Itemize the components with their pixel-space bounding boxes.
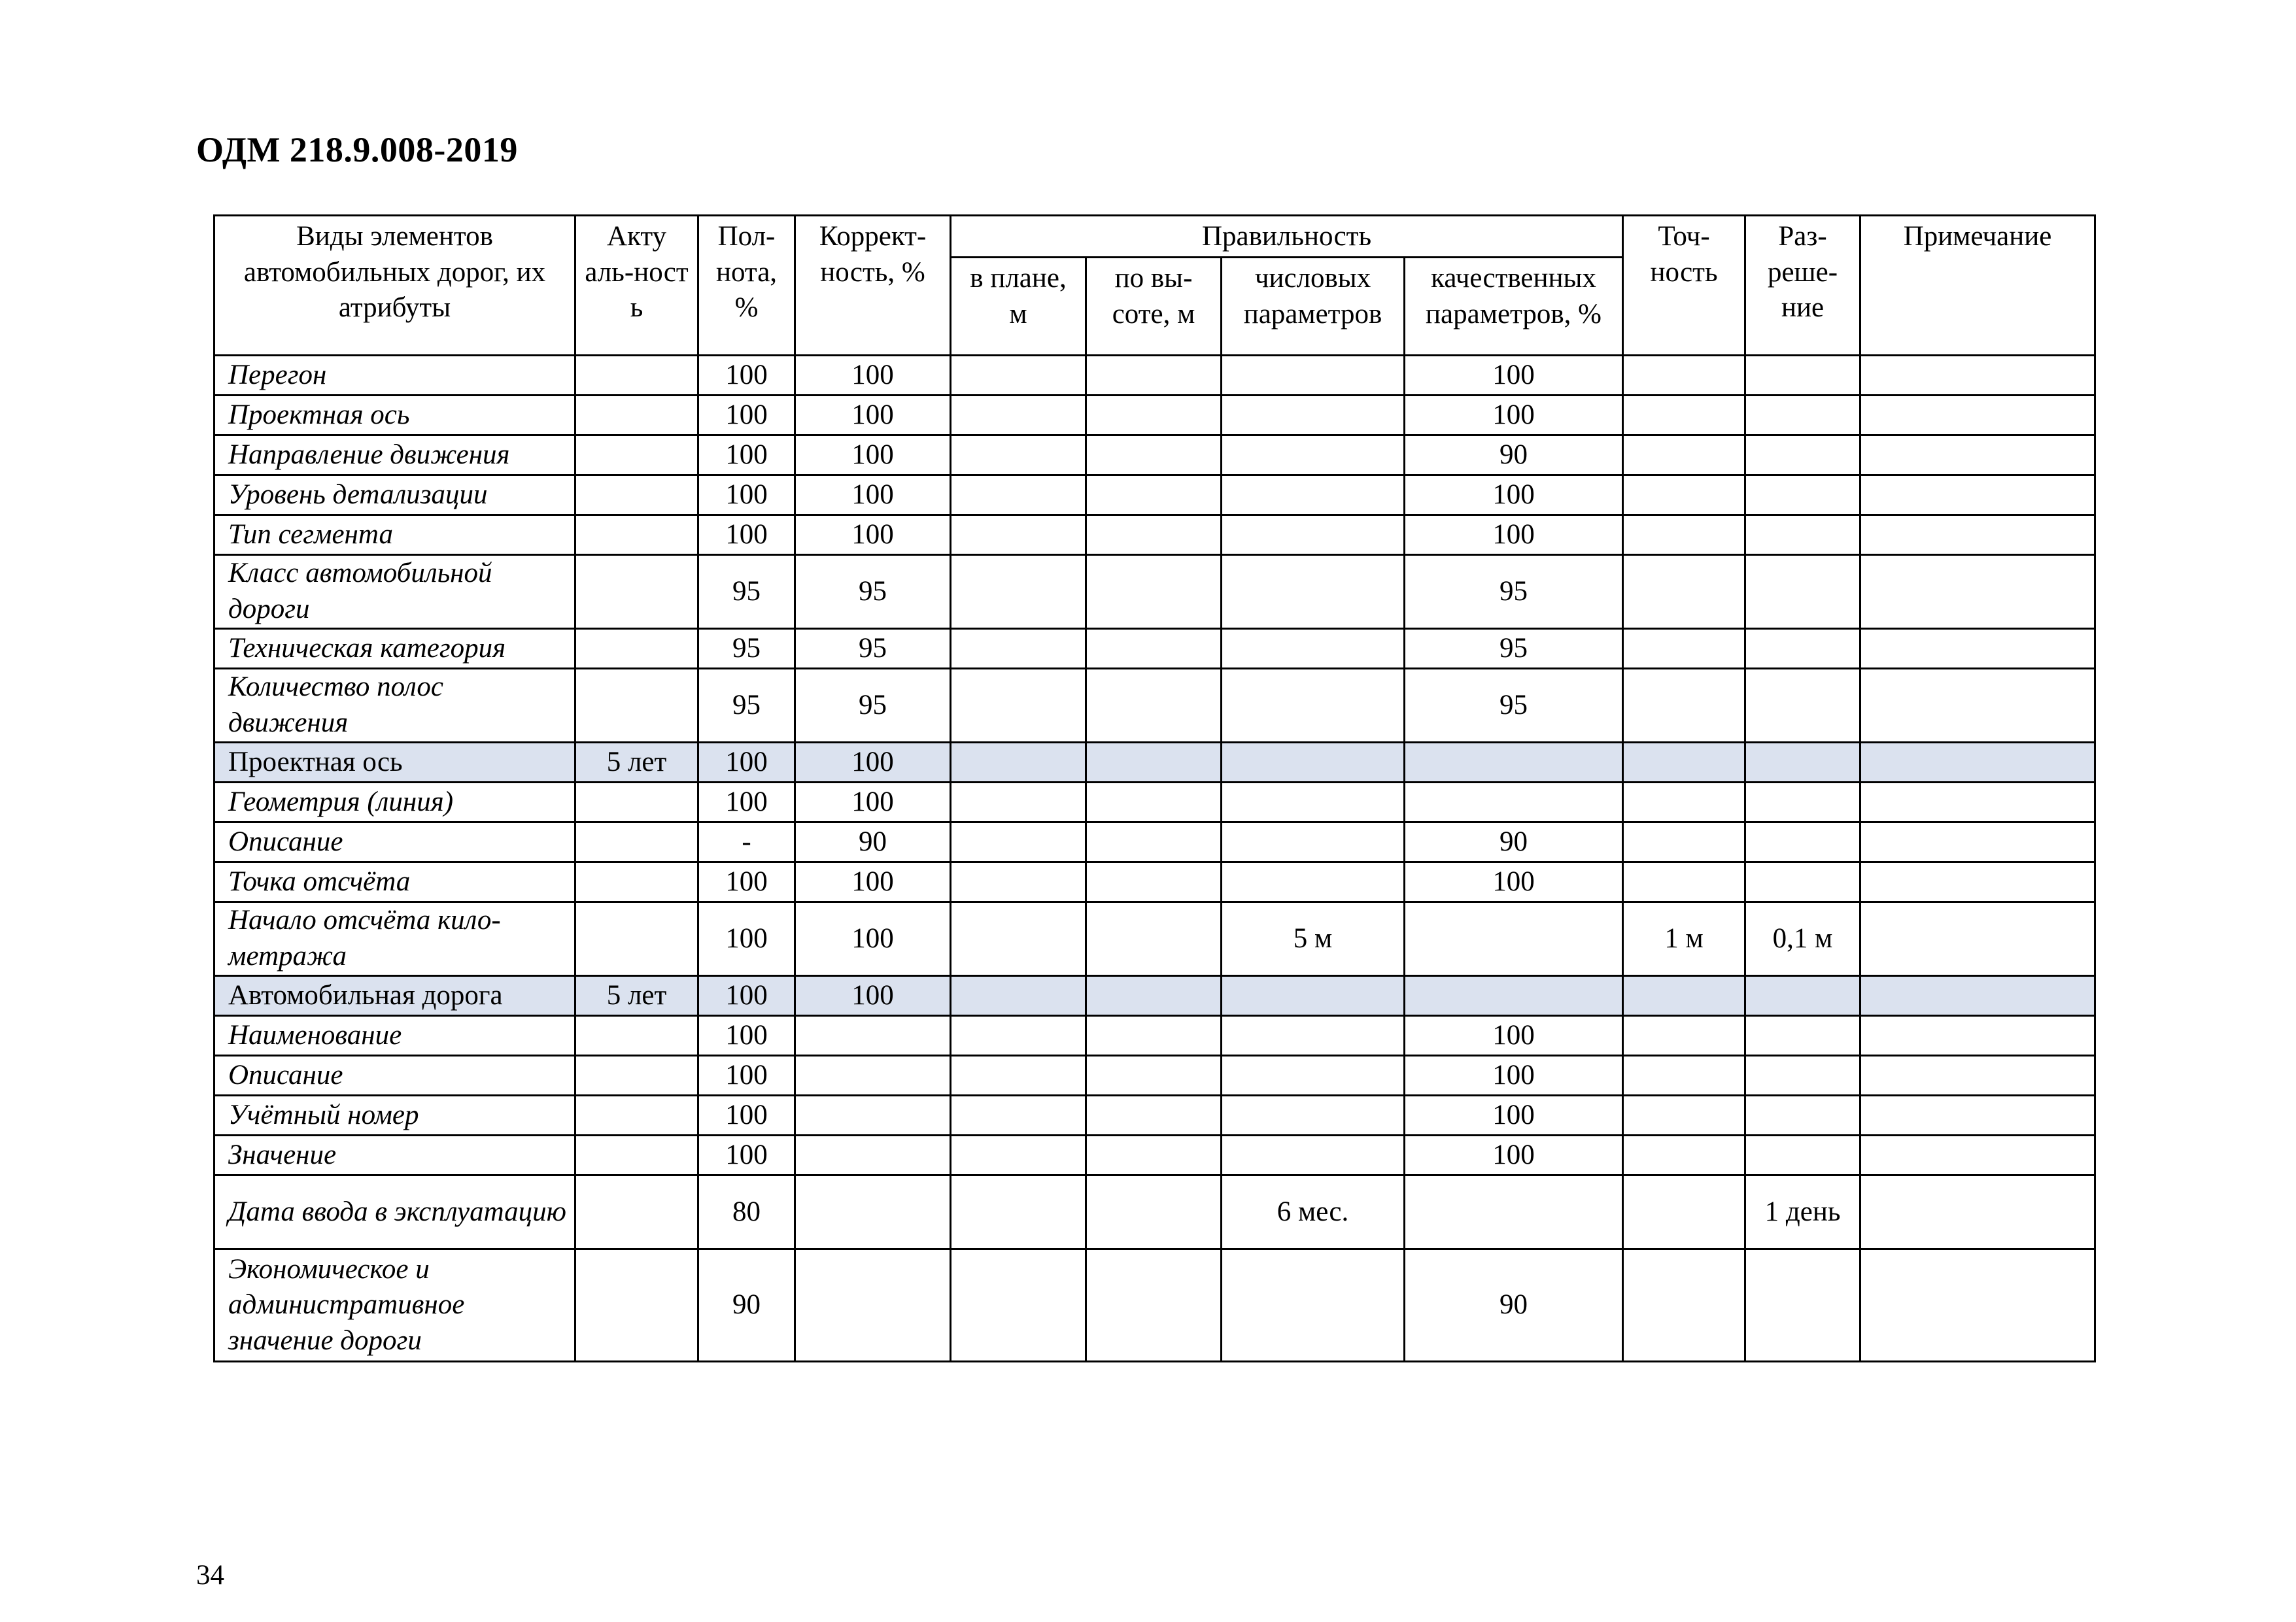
accuracy-cell (1623, 1249, 1745, 1362)
numeric-params-cell (1222, 862, 1405, 902)
quality-params-cell: 100 (1405, 515, 1623, 555)
accuracy-cell (1623, 356, 1745, 396)
in-plan-cell (951, 1249, 1086, 1362)
in-height-cell (1086, 1249, 1222, 1362)
element-name-cell: Класс автомобильной дороги (214, 555, 575, 629)
element-name-cell: Направление движения (214, 435, 575, 475)
header-validity (951, 216, 1623, 258)
table-row (214, 1175, 2095, 1249)
quality-params-cell (1405, 1175, 1623, 1249)
in-height-cell (1086, 862, 1222, 902)
resolution-cell (1745, 629, 1860, 669)
actuality-cell (575, 356, 698, 396)
resolution-cell (1745, 783, 1860, 822)
correctness-cell: 100 (795, 976, 951, 1016)
header-in-plan-text: в плане, м (970, 263, 1067, 329)
accuracy-cell (1623, 743, 1745, 783)
note-cell (1860, 435, 2095, 475)
numeric-params-cell (1222, 1136, 1405, 1175)
numeric-params-cell (1222, 669, 1405, 743)
in-height-cell (1086, 976, 1222, 1016)
actuality-cell (575, 1096, 698, 1136)
table-row (214, 1016, 2095, 1056)
actuality-cell (575, 515, 698, 555)
numeric-params-cell (1222, 555, 1405, 629)
actuality-cell (575, 1016, 698, 1056)
in-height-cell (1086, 435, 1222, 475)
completeness-cell: 100 (698, 1136, 795, 1175)
header-quality-params-text: качественных параметров, % (1426, 263, 1602, 329)
numeric-params-cell (1222, 1056, 1405, 1096)
table-row (214, 783, 2095, 822)
table-group-row (214, 976, 2095, 1016)
completeness-cell: 95 (698, 669, 795, 743)
quality-params-cell: 95 (1405, 555, 1623, 629)
correctness-cell: 100 (795, 743, 951, 783)
actuality-cell (575, 669, 698, 743)
note-cell (1860, 356, 2095, 396)
resolution-cell (1745, 555, 1860, 629)
element-name-cell: Описание (214, 1056, 575, 1096)
in-plan-cell (951, 1016, 1086, 1056)
resolution-cell (1745, 396, 1860, 435)
resolution-cell (1745, 822, 1860, 862)
correctness-cell (795, 1249, 951, 1362)
correctness-cell (795, 1056, 951, 1096)
actuality-cell (575, 396, 698, 435)
accuracy-cell (1623, 435, 1745, 475)
header-actuality-text: Акту аль-ност ь (585, 221, 689, 324)
accuracy-cell: 1 м (1623, 902, 1745, 976)
header-element-text: Виды элементов автомобильных дорог, их атрибуты (243, 221, 546, 324)
numeric-params-cell (1222, 743, 1405, 783)
quality-params-cell (1405, 976, 1623, 1016)
resolution-cell (1745, 1096, 1860, 1136)
completeness-cell: 100 (698, 743, 795, 783)
quality-params-cell: 100 (1405, 1016, 1623, 1056)
numeric-params-cell (1222, 976, 1405, 1016)
resolution-cell (1745, 475, 1860, 515)
accuracy-cell (1623, 1016, 1745, 1056)
numeric-params-cell (1222, 629, 1405, 669)
in-height-cell (1086, 1016, 1222, 1056)
in-plan-cell (951, 515, 1086, 555)
actuality-cell (575, 902, 698, 976)
header-resolution-text: Раз-реше-ние (1767, 221, 1838, 324)
completeness-cell: 100 (698, 435, 795, 475)
header-accuracy-text: Точ-ность (1650, 221, 1718, 288)
completeness-cell: 95 (698, 629, 795, 669)
in-height-cell (1086, 743, 1222, 783)
note-cell (1860, 669, 2095, 743)
resolution-cell (1745, 515, 1860, 555)
quality-params-cell: 90 (1405, 822, 1623, 862)
element-name-cell: Точка отсчёта (214, 862, 575, 902)
completeness-cell: 100 (698, 783, 795, 822)
header-numeric-params-text: числовых параметров (1243, 263, 1382, 329)
quality-params-cell (1405, 743, 1623, 783)
actuality-cell (575, 862, 698, 902)
table-row (214, 475, 2095, 515)
correctness-cell: 100 (795, 475, 951, 515)
accuracy-cell (1623, 396, 1745, 435)
actuality-cell: 5 лет (575, 976, 698, 1016)
table-row (214, 629, 2095, 669)
header-note-text: Примечание (1903, 221, 2052, 252)
note-cell (1860, 1056, 2095, 1096)
note-cell (1860, 976, 2095, 1016)
accuracy-cell (1623, 783, 1745, 822)
correctness-cell (795, 1136, 951, 1175)
quality-params-cell: 90 (1405, 1249, 1623, 1362)
table-row (214, 822, 2095, 862)
note-cell (1860, 783, 2095, 822)
accuracy-cell (1623, 475, 1745, 515)
resolution-cell (1745, 669, 1860, 743)
table-row (214, 1056, 2095, 1096)
actuality-cell (575, 435, 698, 475)
accuracy-cell (1623, 669, 1745, 743)
in-plan-cell (951, 475, 1086, 515)
numeric-params-cell (1222, 1016, 1405, 1056)
accuracy-cell (1623, 1096, 1745, 1136)
resolution-cell: 0,1 м (1745, 902, 1860, 976)
note-cell (1860, 515, 2095, 555)
completeness-cell: 90 (698, 1249, 795, 1362)
note-cell (1860, 629, 2095, 669)
in-plan-cell (951, 862, 1086, 902)
completeness-cell: 100 (698, 396, 795, 435)
in-plan-cell (951, 822, 1086, 862)
actuality-cell (575, 1056, 698, 1096)
in-plan-cell (951, 356, 1086, 396)
accuracy-cell (1623, 862, 1745, 902)
correctness-cell: 95 (795, 669, 951, 743)
header-actuality (575, 216, 698, 356)
resolution-cell: 1 день (1745, 1175, 1860, 1249)
completeness-cell: 100 (698, 976, 795, 1016)
header-in-height-text: по вы-соте, м (1112, 263, 1195, 329)
in-height-cell (1086, 1136, 1222, 1175)
numeric-params-cell (1222, 515, 1405, 555)
note-cell (1860, 1136, 2095, 1175)
correctness-cell (795, 1096, 951, 1136)
table-row (214, 356, 2095, 396)
header-element (214, 216, 575, 356)
in-height-cell (1086, 1056, 1222, 1096)
element-name-cell: Техническая категория (214, 629, 575, 669)
in-plan-cell (951, 1096, 1086, 1136)
note-cell (1860, 1016, 2095, 1056)
in-height-cell (1086, 356, 1222, 396)
note-cell (1860, 822, 2095, 862)
actuality-cell (575, 475, 698, 515)
correctness-cell: 100 (795, 862, 951, 902)
in-plan-cell (951, 1056, 1086, 1096)
header-in-height (1086, 258, 1222, 356)
quality-params-cell: 100 (1405, 356, 1623, 396)
in-plan-cell (951, 783, 1086, 822)
in-plan-cell (951, 902, 1086, 976)
note-cell (1860, 902, 2095, 976)
accuracy-cell (1623, 1136, 1745, 1175)
header-completeness (698, 216, 795, 356)
resolution-cell (1745, 1249, 1860, 1362)
correctness-cell: 100 (795, 515, 951, 555)
numeric-params-cell: 5 м (1222, 902, 1405, 976)
resolution-cell (1745, 1016, 1860, 1056)
resolution-cell (1745, 435, 1860, 475)
in-height-cell (1086, 669, 1222, 743)
header-quality-params (1405, 258, 1623, 356)
table-row (214, 1249, 2095, 1362)
quality-params-cell: 100 (1405, 396, 1623, 435)
numeric-params-cell (1222, 783, 1405, 822)
resolution-cell (1745, 356, 1860, 396)
element-name-cell: Количество полос движения (214, 669, 575, 743)
completeness-cell: 80 (698, 1175, 795, 1249)
quality-params-cell: 95 (1405, 669, 1623, 743)
table-row (214, 862, 2095, 902)
element-name-cell: Наименование (214, 1016, 575, 1056)
table-row (214, 435, 2095, 475)
correctness-cell: 95 (795, 629, 951, 669)
quality-params-cell: 100 (1405, 475, 1623, 515)
numeric-params-cell (1222, 822, 1405, 862)
table-group-row (214, 743, 2095, 783)
resolution-cell (1745, 1136, 1860, 1175)
accuracy-cell (1623, 555, 1745, 629)
numeric-params-cell (1222, 396, 1405, 435)
accuracy-cell (1623, 629, 1745, 669)
header-resolution (1745, 216, 1860, 356)
quality-params-cell: 100 (1405, 862, 1623, 902)
element-name-cell: Учётный номер (214, 1096, 575, 1136)
actuality-cell (575, 555, 698, 629)
table-row (214, 669, 2095, 743)
in-plan-cell (951, 743, 1086, 783)
accuracy-cell (1623, 976, 1745, 1016)
correctness-cell (795, 1016, 951, 1056)
numeric-params-cell (1222, 1096, 1405, 1136)
correctness-cell: 90 (795, 822, 951, 862)
numeric-params-cell: 6 мес. (1222, 1175, 1405, 1249)
element-name-cell: Автомобильная дорога (214, 976, 575, 1016)
completeness-cell: 100 (698, 475, 795, 515)
actuality-cell (575, 629, 698, 669)
correctness-cell (795, 1175, 951, 1249)
numeric-params-cell (1222, 1249, 1405, 1362)
header-correctness (795, 216, 951, 356)
correctness-cell: 100 (795, 435, 951, 475)
note-cell (1860, 1096, 2095, 1136)
element-name-cell: Уровень детализации (214, 475, 575, 515)
header-correctness-text: Коррект-ность, % (819, 221, 927, 288)
element-name-cell: Проектная ось (214, 743, 575, 783)
table-row (214, 555, 2095, 629)
header-completeness-text: Пол-нота, % (715, 221, 778, 324)
completeness-cell: 100 (698, 1016, 795, 1056)
requirements-table (213, 214, 2096, 1362)
note-cell (1860, 862, 2095, 902)
note-cell (1860, 1175, 2095, 1249)
numeric-params-cell (1222, 475, 1405, 515)
resolution-cell (1745, 976, 1860, 1016)
in-plan-cell (951, 976, 1086, 1016)
accuracy-cell (1623, 1175, 1745, 1249)
correctness-cell: 100 (795, 783, 951, 822)
completeness-cell: 100 (698, 356, 795, 396)
note-cell (1860, 475, 2095, 515)
numeric-params-cell (1222, 435, 1405, 475)
in-height-cell (1086, 555, 1222, 629)
element-name-cell: Дата ввода в эксплуатацию (214, 1175, 575, 1249)
numeric-params-cell (1222, 356, 1405, 396)
element-name-cell: Описание (214, 822, 575, 862)
in-plan-cell (951, 435, 1086, 475)
completeness-cell: 100 (698, 902, 795, 976)
header-validity-text: Правильность (1201, 221, 1372, 252)
element-name-cell: Экономическое и административное значение дороги (214, 1249, 575, 1362)
in-plan-cell (951, 669, 1086, 743)
in-plan-cell (951, 1136, 1086, 1175)
element-name-cell: Значение (214, 1136, 575, 1175)
correctness-cell: 95 (795, 555, 951, 629)
element-name-cell: Перегон (214, 356, 575, 396)
quality-params-cell: 95 (1405, 629, 1623, 669)
in-height-cell (1086, 822, 1222, 862)
completeness-cell: 100 (698, 1096, 795, 1136)
actuality-cell (575, 783, 698, 822)
note-cell (1860, 555, 2095, 629)
resolution-cell (1745, 743, 1860, 783)
completeness-cell: 100 (698, 1056, 795, 1096)
completeness-cell: 100 (698, 862, 795, 902)
element-name-cell: Тип сегмента (214, 515, 575, 555)
correctness-cell: 100 (795, 902, 951, 976)
note-cell (1860, 1249, 2095, 1362)
in-height-cell (1086, 515, 1222, 555)
element-name-cell: Начало отсчёта кило-метража (214, 902, 575, 976)
in-height-cell (1086, 1096, 1222, 1136)
in-height-cell (1086, 902, 1222, 976)
element-name-cell: Геометрия (линия) (214, 783, 575, 822)
header-accuracy (1623, 216, 1745, 356)
in-height-cell (1086, 1175, 1222, 1249)
table-row (214, 1136, 2095, 1175)
correctness-cell: 100 (795, 356, 951, 396)
header-numeric-params (1222, 258, 1405, 356)
completeness-cell: - (698, 822, 795, 862)
quality-params-cell (1405, 783, 1623, 822)
resolution-cell (1745, 862, 1860, 902)
quality-params-cell: 90 (1405, 435, 1623, 475)
table-row (214, 515, 2095, 555)
table-row (214, 396, 2095, 435)
document-code: ОДМ 218.9.008-2019 (196, 130, 518, 169)
actuality-cell (575, 1249, 698, 1362)
in-plan-cell (951, 1175, 1086, 1249)
actuality-cell (575, 1175, 698, 1249)
in-plan-cell (951, 629, 1086, 669)
completeness-cell: 100 (698, 515, 795, 555)
completeness-cell: 95 (698, 555, 795, 629)
table-row (214, 1096, 2095, 1136)
table-row (214, 902, 2095, 976)
actuality-cell: 5 лет (575, 743, 698, 783)
in-height-cell (1086, 396, 1222, 435)
page-number: 34 (196, 1560, 224, 1591)
actuality-cell (575, 822, 698, 862)
correctness-cell: 100 (795, 396, 951, 435)
in-height-cell (1086, 475, 1222, 515)
in-plan-cell (951, 396, 1086, 435)
header-note (1860, 216, 2095, 356)
quality-params-cell: 100 (1405, 1136, 1623, 1175)
quality-params-cell: 100 (1405, 1056, 1623, 1096)
accuracy-cell (1623, 515, 1745, 555)
in-plan-cell (951, 555, 1086, 629)
accuracy-cell (1623, 1056, 1745, 1096)
in-height-cell (1086, 783, 1222, 822)
header-row (214, 216, 2095, 258)
actuality-cell (575, 1136, 698, 1175)
header-in-plan (951, 258, 1086, 356)
element-name-cell: Проектная ось (214, 396, 575, 435)
resolution-cell (1745, 1056, 1860, 1096)
in-height-cell (1086, 629, 1222, 669)
note-cell (1860, 396, 2095, 435)
quality-params-cell: 100 (1405, 1096, 1623, 1136)
note-cell (1860, 743, 2095, 783)
accuracy-cell (1623, 822, 1745, 862)
quality-params-cell (1405, 902, 1623, 976)
